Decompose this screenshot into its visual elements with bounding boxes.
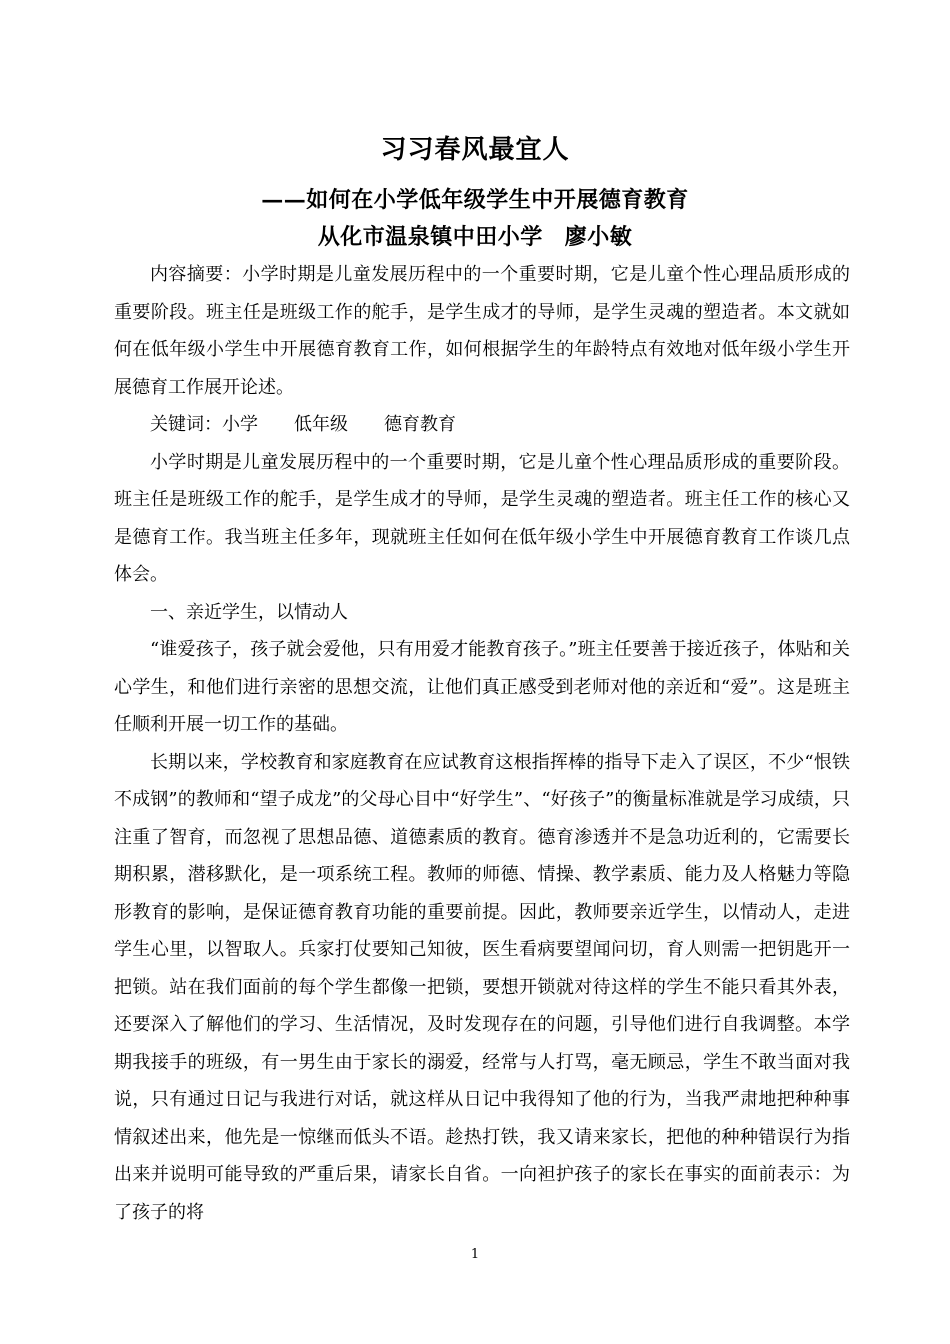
body-paragraph: 小学时期是儿童发展历程中的一个重要时期，它是儿童个性心理品质形成的重要阶段。班主任是班级工作的舵手，是学生成才的导师，是学生灵魂的塑造者。班主任工作的核心又是德育工作。我当班主任多年，现就班主任如何在低年级小学生中开展德育教育工作谈几点体会。 xyxy=(114,451,850,585)
document-subtitle: ——如何在小学低年级学生中开展德育教育 xyxy=(261,187,689,213)
author-line xyxy=(0,221,950,253)
abstract-paragraph: 内容摘要：小学时期是儿童发展历程中的一个重要时期，它是儿童个性心理品质形成的重要阶段。班主任是班级工作的舵手，是学生成才的导师，是学生灵魂的塑造者。本文就如何在低年级小学生中开展德育教育工作，如何根据学生的年龄特点有效地对低年级小学生开展德育工作展开论述。 xyxy=(114,264,850,398)
keywords-line xyxy=(114,406,850,444)
keyword: 低年级 xyxy=(294,414,348,435)
author-name: 廖小敏 xyxy=(564,224,633,250)
document-body xyxy=(114,256,850,1231)
keyword: 小学 xyxy=(222,414,258,435)
document-title: 习习春风最宜人 xyxy=(380,135,570,165)
body-paragraph: “谁爱孩子，孩子就会爱他，只有用爱才能教育孩子。”班主任要善于接近孩子，体贴和关心学生，和他们进行亲密的思想交流，让他们真正感受到老师对他的亲近和“爱”。这是班主任顺利开展一切工作的基础。 xyxy=(114,639,850,735)
keywords-label: 关键词： xyxy=(150,414,222,435)
author-school: 从化市温泉镇中田小学 xyxy=(317,224,543,250)
body-paragraph: 长期以来，学校教育和家庭教育在应试教育这根指挥棒的指导下走入了误区，不少“恨铁不成钢”的教师和“望子成龙”的父母心目中“好学生”、“好孩子”的衡量标准就是学习成绩，只注重了智育，而忽视了思想品德、道德素质的教育。德育渗透并不是急功近利的，它需要长期积累，潜移默化，是一项系统工程。教师的师德、情操、教学素质、能力及人格魅力等隐形教育的影响，是保证德育教育功能的重要前提。因此，教师要亲近学生，以情动人，走进学生心里，以智取人。兵家打仗要知己知彼，医生看病要望闻问切，育人则需一把钥匙开一把锁。站在我们面前的每个学生都像一把锁，要想开锁就对待这样的学生不能只看其外表，还要深入了解他们的学习、生活情况，及时发现存在的问题，引导他们进行自我调整。本学期我接手的班级，有一男生由于家长的溺爱，经常与人打骂，毫无顾忌，学生不敢当面对我说，只有通过日记与我进行对话，就这样从日记中我得知了他的行为，当我严肃地把种种事情叙述出来，他先是一惊继而低头不语。趁热打铁，我又请来家长，把他的种种错误行为指出来并说明可能导致的严重后果，请家长自省。一向袒护孩子的家长在事实的面前表示：为了孩子的将 xyxy=(114,751,850,1223)
page-number: 1 xyxy=(470,1247,480,1262)
section-heading: 一、亲近学生，以情动人 xyxy=(150,601,348,623)
keyword: 德育教育 xyxy=(384,414,456,435)
